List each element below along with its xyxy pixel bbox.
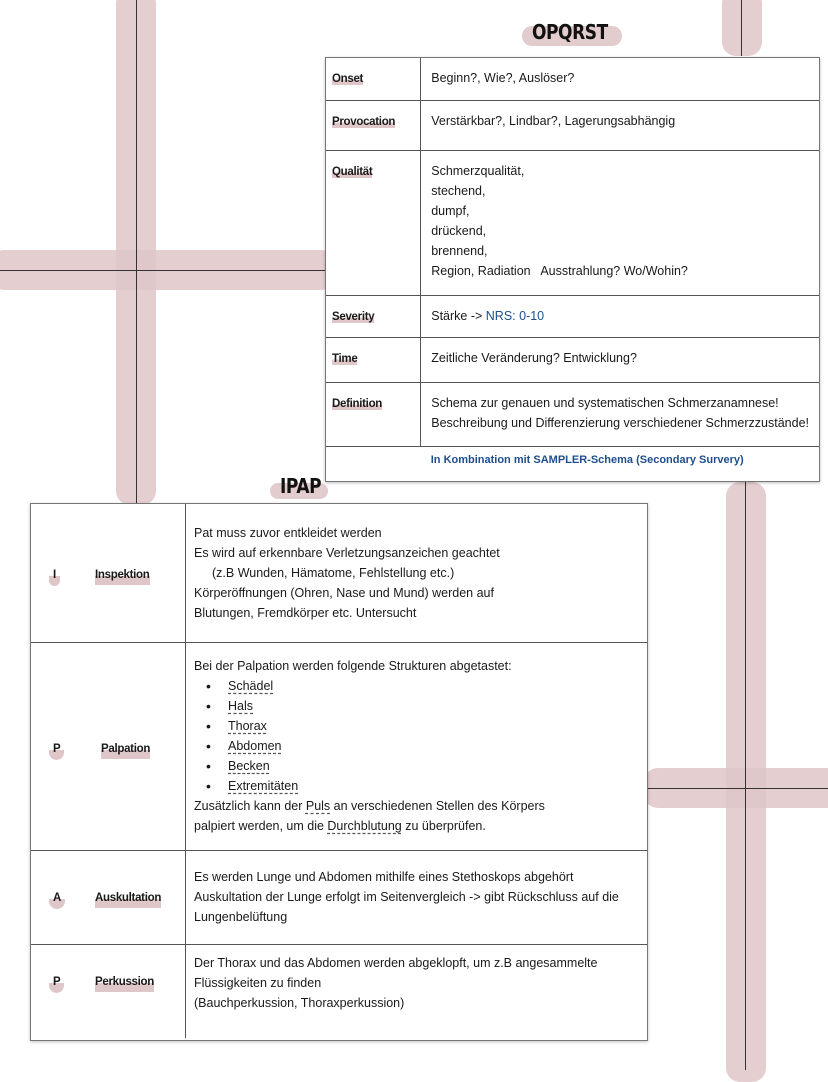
value-line: Beschreibung und Differenzierung verschiedener Schmerzzustände! — [431, 415, 809, 430]
content-line: Flüssigkeiten zu finden — [194, 975, 322, 990]
ipap-row-auskultation — [31, 850, 647, 944]
row-value — [421, 150, 819, 295]
row-letter: A — [49, 887, 65, 909]
structure-list — [194, 676, 639, 796]
list-item: • Thorax — [194, 716, 639, 736]
opqrst-row-qualitaet — [326, 150, 819, 295]
crosshair-line — [0, 270, 330, 271]
row-key: Qualität — [332, 165, 373, 178]
crosshair-line — [644, 788, 828, 789]
row-value — [421, 382, 819, 446]
row-term: Auskultation — [95, 888, 161, 908]
severity-prefix: Stärke -> — [431, 308, 486, 323]
content-line: Zusätzlich kann der Puls an verschiedenen Stellen des Körpers — [194, 799, 545, 813]
content-line: Lungenbelüftung — [194, 910, 288, 924]
content-line: (z.B Wunden, Hämatome, Fehlstellung etc.) — [212, 565, 455, 580]
opqrst-row-severity — [326, 295, 819, 337]
row-value: Verstärkbar?, Lindbar?, Lagerungsabhängig — [421, 100, 819, 150]
list-item: • Hals — [194, 696, 639, 716]
row-content — [186, 944, 648, 1038]
opqrst-row-onset — [326, 58, 819, 100]
value-line: Schema zur genauen und systematischen Schmerzanamnese! — [431, 395, 779, 410]
row-key: Severity — [332, 310, 375, 323]
content-line: Körperöffnungen (Ohren, Nase und Mund) werden auf — [194, 585, 494, 600]
value-line: drückend, — [431, 223, 487, 238]
opqrst-title: OPQRST — [532, 20, 608, 44]
opqrst-row-provocation — [326, 100, 819, 150]
list-item: • Schädel — [194, 676, 639, 696]
row-letter: P — [49, 738, 64, 760]
row-key: Provocation — [332, 115, 396, 128]
opqrst-row-time — [326, 337, 819, 382]
row-content — [186, 642, 648, 850]
value-line: Region, Radiation Ausstrahlung? Wo/Wohin? — [431, 263, 688, 278]
ipap-table-card — [30, 503, 648, 1041]
ipap-row-palpation — [31, 642, 647, 850]
opqrst-row-definition — [326, 382, 819, 446]
value-line: dumpf, — [431, 203, 470, 218]
row-key: Definition — [332, 397, 383, 410]
crosshair-line — [741, 0, 742, 56]
ipap-title: IPAP — [280, 474, 322, 498]
content-line: Es werden Lunge und Abdomen mithilfe eines Stethoskops abgehört — [194, 870, 574, 884]
content-line: Der Thorax und das Abdomen werden abgeklopft, um z.B angesammelte — [194, 955, 598, 970]
row-key: Time — [332, 352, 358, 365]
opqrst-table — [326, 58, 819, 472]
row-value: Zeitliche Veränderung? Entwicklung? — [421, 337, 819, 382]
row-term: Inspektion — [95, 565, 150, 585]
ipap-row-perkussion — [31, 944, 647, 1038]
content-line: Auskultation der Lunge erfolgt im Seitenvergleich -> gibt Rückschluss auf die — [194, 890, 619, 904]
footer-note: In Kombination mit SAMPLER-Schema (Secondary Survery) — [430, 453, 744, 466]
content-line: Bei der Palpation werden folgende Strukturen abgetastet: — [194, 659, 512, 673]
content-line: Pat muss zuvor entkleidet werden — [194, 525, 382, 540]
row-key: Onset — [332, 73, 364, 85]
opqrst-table-card — [325, 57, 820, 482]
row-value: Beginn?, Wie?, Auslöser? — [421, 58, 819, 100]
list-item: • Abdomen — [194, 736, 639, 756]
row-content — [186, 850, 648, 944]
content-line: Blutungen, Fremdkörper etc. Untersucht — [194, 605, 417, 620]
ipap-row-inspektion — [31, 504, 647, 642]
value-line: brennend, — [431, 243, 488, 258]
row-term: Perkussion — [95, 972, 154, 992]
row-content — [186, 504, 648, 642]
value-line: Schmerzqualität, — [431, 163, 525, 178]
row-value — [421, 295, 819, 337]
crosshair-line — [745, 482, 746, 1070]
opqrst-row-footer — [326, 446, 819, 472]
row-letter: P — [49, 971, 64, 993]
ipap-table — [31, 504, 647, 1038]
nrs-scale: NRS: 0-10 — [485, 308, 545, 323]
row-letter: I — [49, 564, 60, 586]
list-item: • Extremitäten — [194, 776, 639, 796]
tape-vertical-top-right — [722, 0, 762, 56]
content-line: palpiert werden, um die Durchblutung zu überprüfen. — [194, 819, 486, 833]
row-term: Palpation — [101, 739, 150, 759]
list-item: • Becken — [194, 756, 639, 776]
content-line: (Bauchperkussion, Thoraxperkussion) — [194, 995, 405, 1010]
value-line: stechend, — [431, 183, 486, 198]
crosshair-line — [136, 0, 137, 505]
content-line: Es wird auf erkennbare Verletzungsanzeichen geachtet — [194, 545, 500, 560]
